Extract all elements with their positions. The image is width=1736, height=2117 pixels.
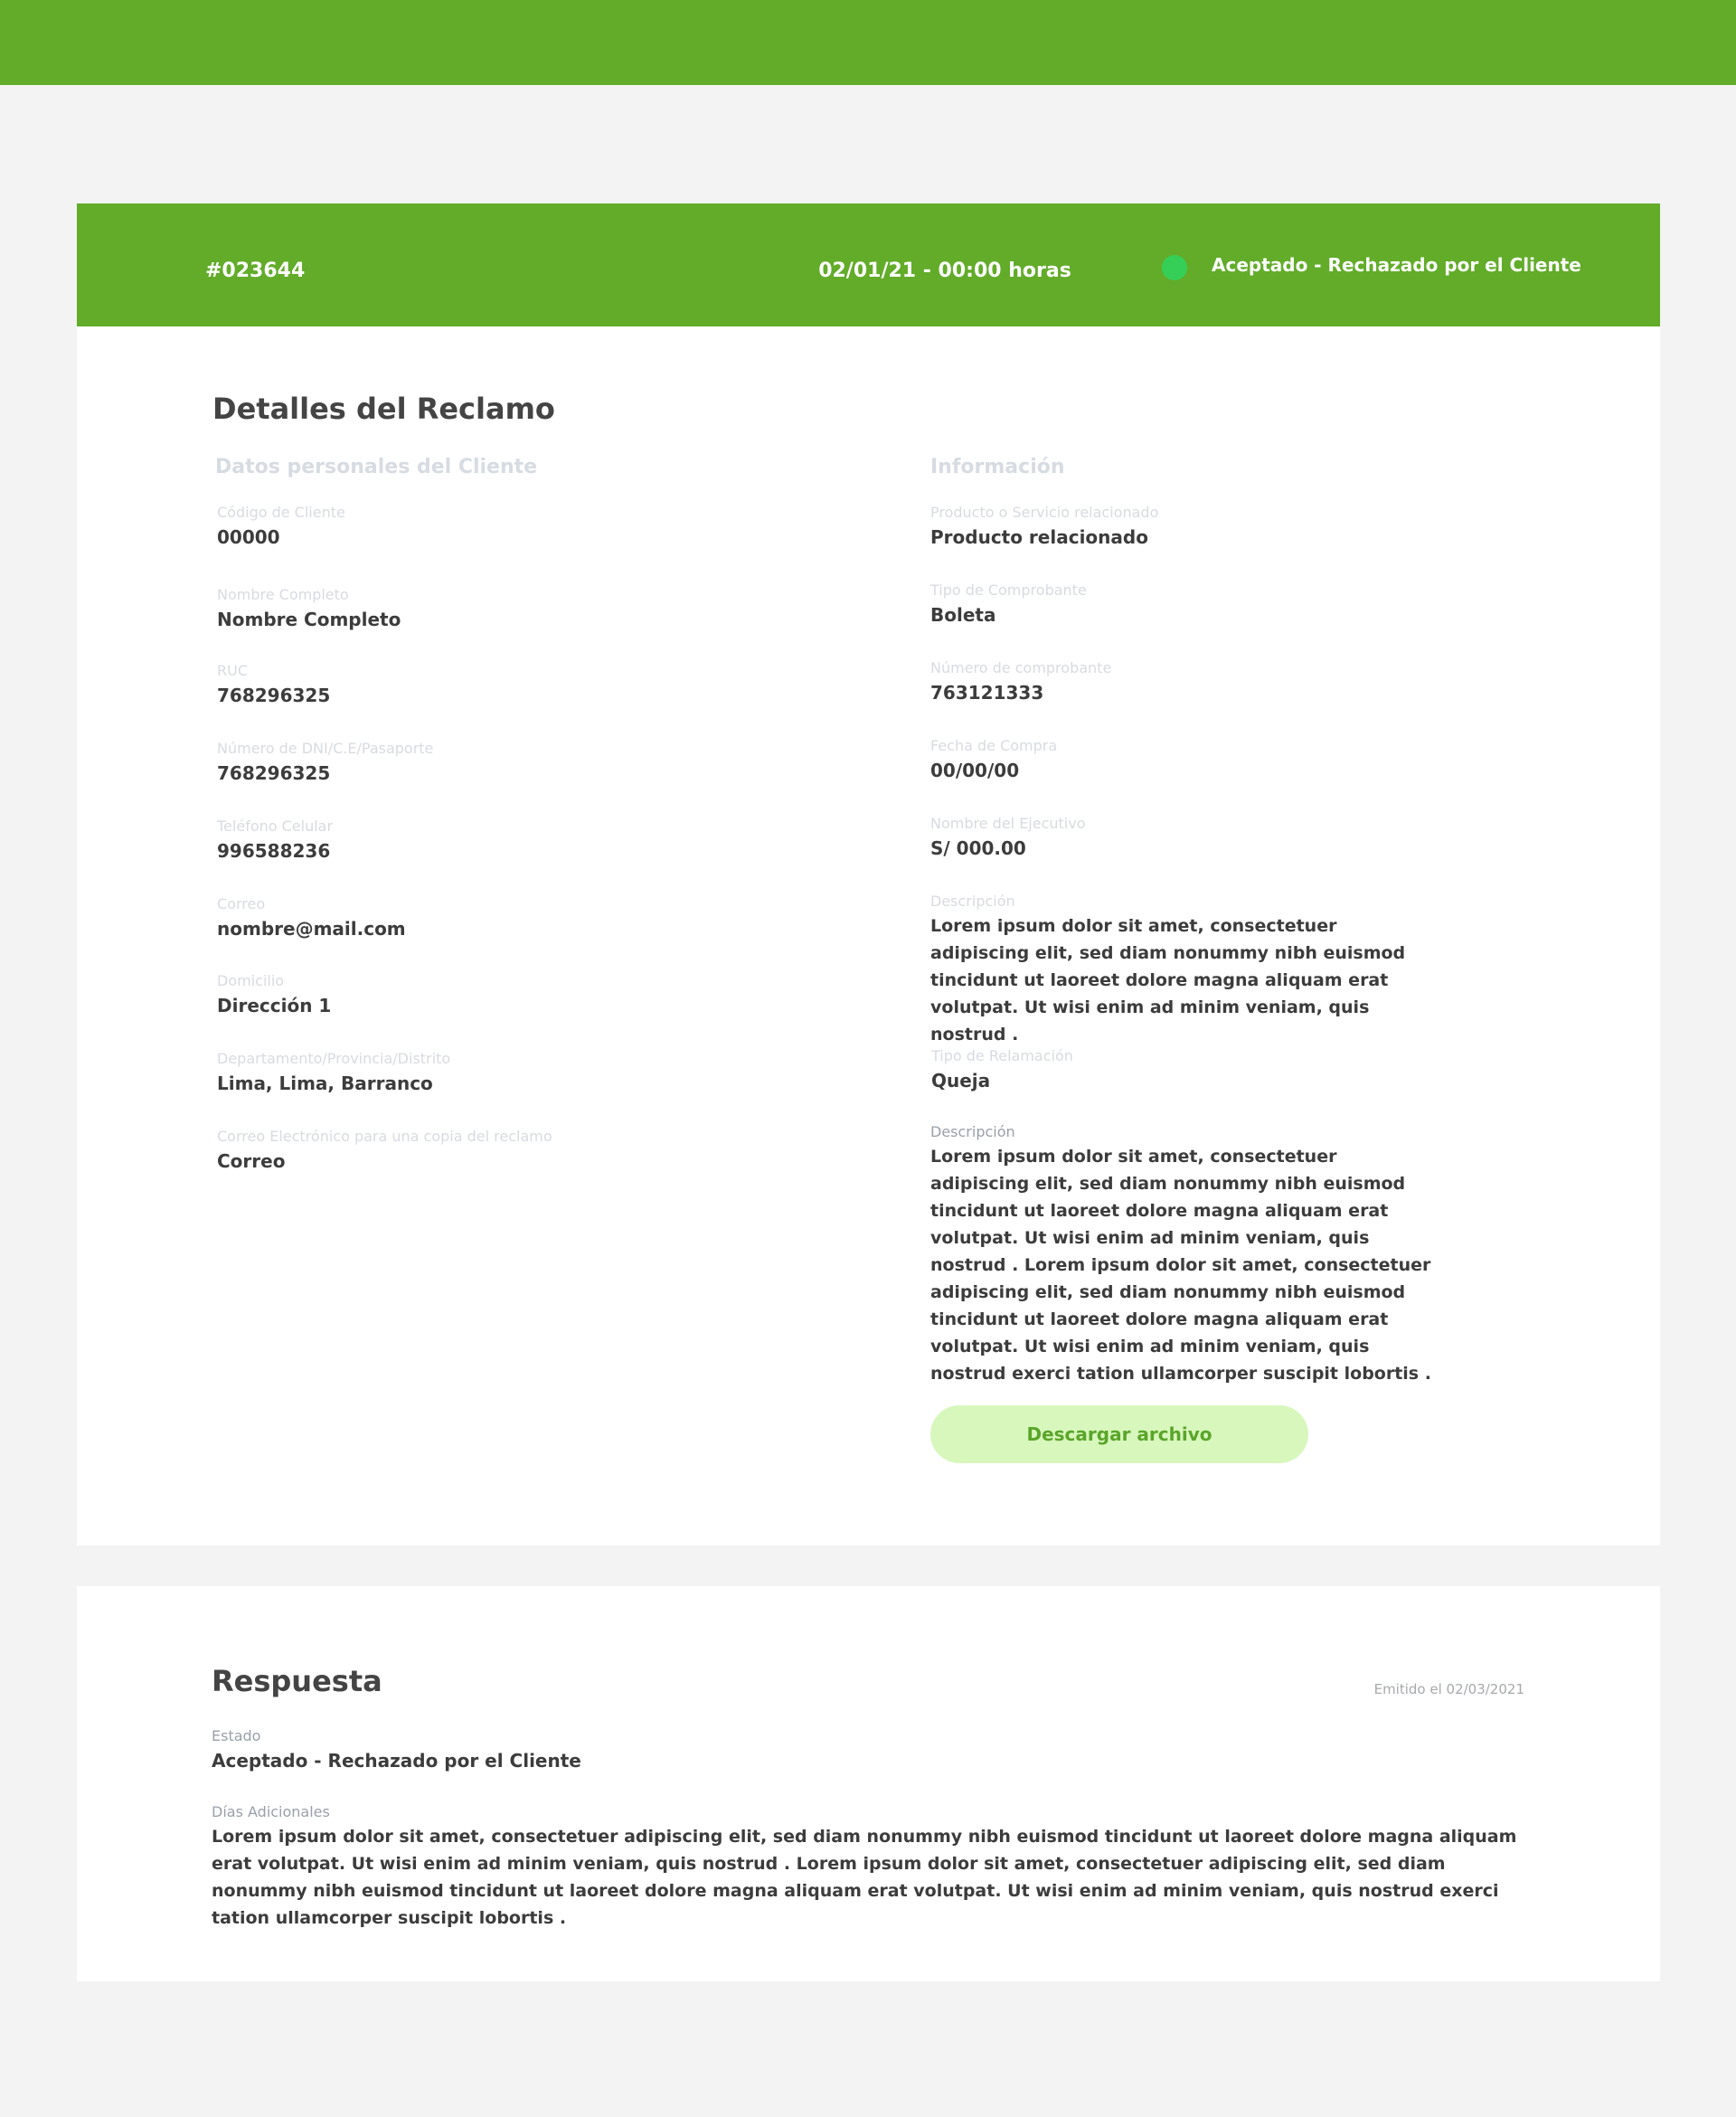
field-value: 768296325 xyxy=(217,762,331,784)
field-value: Lorem ipsum dolor sit amet, consectetuer adipiscing elit, sed diam nonummy nibh euismod tincidunt ut laoreet dolore magna aliquam erat volutpat. Ut wisi enim ad minim veniam, quis nostrud . Lorem ipsum dolor sit amet, consectetuer adipiscing elit, sed diam nonummy nibh euismod tincidunt ut laoreet dolore magna aliquam erat volutpat. Ut wisi enim ad minim veniam, quis nostrud exerci tation ullamcorper suscipit lobortis . xyxy=(930,1147,1431,1384)
field-value: Lorem ipsum dolor sit amet, consectetuer adipiscing elit, sed diam nonummy nibh euismod tincidunt ut laoreet dolore magna aliquam erat volutpat. Ut wisi enim ad minim veniam, quis nostrud . xyxy=(930,916,1406,1044)
field-label: Teléfono Celular xyxy=(217,818,334,835)
field-phone xyxy=(217,818,333,865)
field-value: Aceptado - Rechazado por el Cliente xyxy=(212,1750,581,1772)
field-location xyxy=(217,1050,450,1097)
field-ruc xyxy=(217,662,330,709)
field-label: Tipo de Comprobante xyxy=(930,581,1087,599)
field-label: Tipo de Relamación xyxy=(931,1047,1073,1064)
field-label: Producto o Servicio relacionado xyxy=(930,504,1159,521)
download-file-button[interactable]: Descargar archivo xyxy=(930,1405,1308,1463)
response-title: Respuesta xyxy=(212,1664,382,1698)
field-product xyxy=(930,504,1158,551)
field-value: 00000 xyxy=(217,526,280,548)
response-card xyxy=(77,1586,1660,1981)
claim-datetime: 02/01/21 - 00:00 horas xyxy=(818,260,1071,282)
field-email xyxy=(217,895,406,942)
top-bar xyxy=(0,0,1736,85)
field-value: S/ 000.00 xyxy=(930,837,1026,859)
response-status-field xyxy=(212,1727,581,1774)
page-title: Detalles del Reclamo xyxy=(212,392,555,426)
field-label: Departamento/Provincia/Distrito xyxy=(217,1050,451,1067)
field-value: Correo xyxy=(217,1150,286,1172)
field-dni xyxy=(217,740,433,787)
field-label: Días Adicionales xyxy=(212,1803,330,1820)
field-client-code xyxy=(217,504,345,551)
field-value: Producto relacionado xyxy=(930,526,1148,548)
field-value: 763121333 xyxy=(930,682,1044,704)
field-label: Fecha de Compra xyxy=(930,737,1058,754)
field-value: 768296325 xyxy=(217,685,331,706)
field-label: Correo Electrónico para una copia del reclamo xyxy=(217,1128,552,1145)
field-value: nombre@mail.com xyxy=(217,918,406,940)
field-claim-type xyxy=(931,1047,1073,1094)
client-section-title: Datos personales del Cliente xyxy=(215,456,538,478)
field-value: 996588236 xyxy=(217,840,331,862)
field-value: Lorem ipsum dolor sit amet, consectetuer adipiscing elit, sed diam nonummy nibh euismod tincidunt ut laoreet dolore magna aliquam erat volutpat. Ut wisi enim ad minim veniam, quis nostrud . Lorem ipsum dolor sit amet, consectetuer adipiscing elit, sed diam nonummy nibh euismod tincidunt ut laoreet dolore magna aliquam erat volutpat. Ut wisi enim ad minim veniam, quis nostrud exerci tation ullamcorper suscipit lobortis . xyxy=(212,1827,1517,1928)
field-value: Lima, Lima, Barranco xyxy=(217,1073,433,1094)
field-value: Dirección 1 xyxy=(217,995,332,1016)
field-value: 00/00/00 xyxy=(930,760,1020,781)
field-receipt-number xyxy=(930,659,1111,706)
field-description xyxy=(930,893,1437,1048)
field-label: Estado xyxy=(212,1727,261,1744)
field-label: Código de Cliente xyxy=(217,504,345,521)
status-dot-icon xyxy=(1162,255,1187,280)
field-label: Nombre Completo xyxy=(217,586,349,603)
field-value: Queja xyxy=(931,1070,991,1092)
emitted-date: Emitido el 02/03/2021 xyxy=(1373,1681,1524,1697)
field-value: Nombre Completo xyxy=(217,609,401,630)
claim-header xyxy=(77,203,1660,326)
claim-code: #023644 xyxy=(205,260,306,282)
claim-status: Aceptado - Rechazado por el Cliente xyxy=(1212,254,1581,276)
field-value: Boleta xyxy=(930,604,996,626)
field-label: Descripción xyxy=(930,893,1015,910)
field-full-name xyxy=(217,586,401,633)
field-purchase-date xyxy=(930,737,1057,784)
field-receipt-type xyxy=(930,581,1087,628)
field-label: Descripción xyxy=(930,1123,1015,1140)
field-executive xyxy=(930,815,1086,862)
field-label: Número de comprobante xyxy=(930,659,1112,676)
field-label: RUC xyxy=(217,662,248,679)
field-label: Número de DNI/C.E/Pasaporte xyxy=(217,740,434,757)
field-description-long xyxy=(930,1123,1437,1387)
field-label: Nombre del Ejecutivo xyxy=(930,815,1086,832)
claim-details-card xyxy=(77,326,1660,1545)
response-extra-days-field xyxy=(212,1803,1532,1932)
field-label: Correo xyxy=(217,895,266,912)
field-copy-email xyxy=(217,1128,552,1175)
field-address xyxy=(217,972,331,1019)
field-label: Domicilio xyxy=(217,972,285,989)
info-section-title: Información xyxy=(930,456,1065,478)
